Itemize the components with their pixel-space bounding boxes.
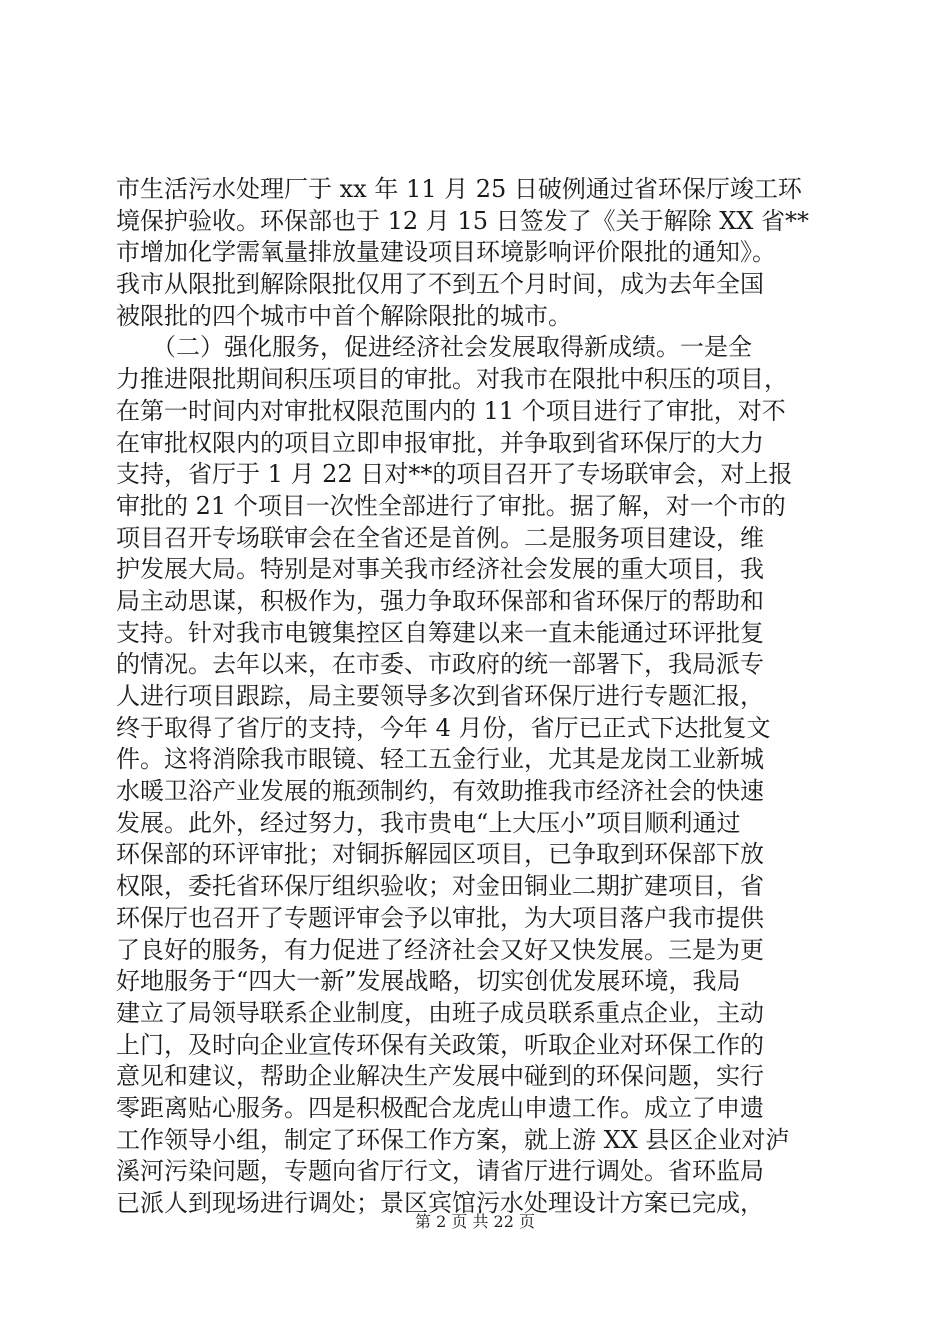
text-line: 工作领导小组，制定了环保工作方案，就上游 XX 县区企业对泸 — [116, 1125, 790, 1154]
text-line: 已派人到现场进行调处；景区宾馆污水处理设计方案已完成， — [116, 1189, 764, 1217]
text-line: 审批的 21 个项目一次性全部进行了审批。据了解，对一个市的 — [116, 491, 786, 520]
text-line: 水暖卫浴产业发展的瓶颈制约，有效助推我市经济社会的快速 — [116, 777, 764, 806]
text-line: 在审批权限内的项目立即申报审批，并争取到省环保厅的大力 — [116, 428, 764, 457]
text-line: 建立了局领导联系企业制度，由班子成员联系重点企业，主动 — [116, 998, 764, 1027]
text-line: 局主动思谋，积极作为，强力争取环保部和省环保厅的帮助和 — [116, 586, 764, 615]
text-line: 市生活污水处理厂于 xx 年 11 月 25 日破例通过省环保厅竣工环 — [116, 175, 802, 203]
text-line: 终于取得了省厅的支持，今年 4 月份，省厅已正式下达批复文 — [116, 713, 771, 742]
text-line: 溪河污染问题，专题向省厅行文，请省厅进行调处。省环监局 — [116, 1157, 764, 1186]
text-line: 支持，省厅于 1 月 22 日对**的项目召开了专场联审会，对上报 — [116, 460, 793, 489]
text-line: 好地服务于“四大一新”发展战略，切实创优发展环境，我局 — [116, 967, 741, 996]
text-line: 境保护验收。环保部也于 12 月 15 日签发了《关于解除 XX 省** — [116, 206, 810, 235]
text-line: 被限批的四个城市中首个解除限批的城市。 — [116, 301, 572, 330]
text-line: 上门，及时向企业宣传环保有关政策，听取企业对环保工作的 — [116, 1030, 764, 1059]
text-line: 我市从限批到解除限批仅用了不到五个月时间，成为去年全国 — [116, 270, 764, 299]
text-line: 项目召开专场联审会在全省还是首例。二是服务项目建设，维 — [116, 523, 764, 552]
text-line: 件。这将消除我市眼镜、轻工五金行业，尤其是龙岗工业新城 — [116, 745, 764, 774]
text-line: （二）强化服务，促进经济社会发展取得新成绩。一是全 — [116, 333, 752, 362]
text-line: 零距离贴心服务。四是积极配合龙虎山申遗工作。成立了申遗 — [116, 1093, 764, 1122]
text-line: 力推进限批期间积压项目的审批。对我市在限批中积压的项目， — [116, 365, 788, 394]
text-line: 人进行项目跟踪，局主要领导多次到省环保厅进行专题汇报， — [116, 682, 764, 710]
text-line: 权限，委托省环保厅组织验收；对金田铜业二期扩建项目，省 — [116, 872, 764, 901]
text-line: 支持。针对我市电镀集控区自筹建以来一直未能通过环评批复 — [116, 618, 764, 647]
text-line: 意见和建议，帮助企业解决生产发展中碰到的环保问题，实行 — [116, 1062, 764, 1091]
text-line: 环保部的环评审批；对铜拆解园区项目，已争取到环保部下放 — [116, 840, 764, 869]
text-line: 的情况。去年以来，在市委、市政府的统一部署下，我局派专 — [116, 650, 764, 679]
page-footer: 第 2 页 共 22 页 — [415, 1212, 535, 1231]
text-line: 护发展大局。特别是对事关我市经济社会发展的重大项目，我 — [116, 555, 764, 584]
text-line: 市增加化学需氧量排放量建设项目环境影响评价限批的通知》。 — [116, 238, 776, 267]
body-text — [116, 174, 856, 1220]
text-line: 发展。此外，经过努力，我市贵电“上大压小”项目顺利通过 — [116, 808, 741, 837]
text-line: 了良好的服务，有力促进了经济社会又好又快发展。三是为更 — [116, 935, 764, 964]
text-line: 环保厅也召开了专题评审会予以审批，为大项目落户我市提供 — [116, 903, 764, 932]
text-line: 在第一时间内对审批权限范围内的 11 个项目进行了审批，对不 — [116, 396, 786, 425]
